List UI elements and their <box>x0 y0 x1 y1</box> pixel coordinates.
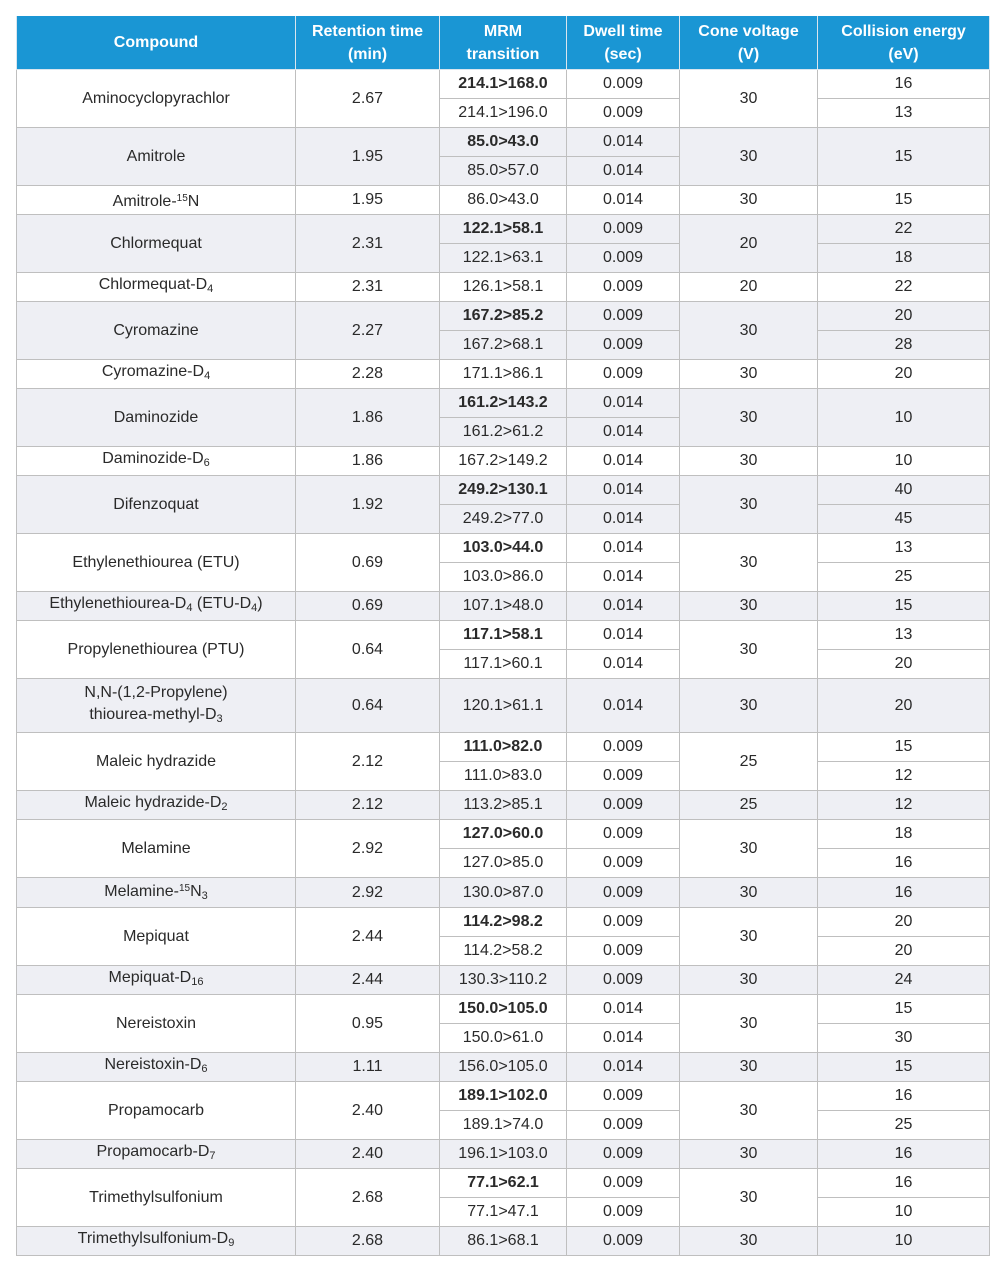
dwell-time-cell: 0.009 <box>567 878 680 908</box>
collision-energy-cell: 16 <box>818 70 990 99</box>
cone-voltage-cell: 30 <box>680 679 818 733</box>
compound-name-text: Nereistoxin <box>115 1014 197 1032</box>
cone-voltage-cell: 30 <box>680 1227 818 1256</box>
compound-name-text: Cyromazine <box>113 321 199 339</box>
mrm-transition-cell: 103.0>44.0 <box>440 534 567 563</box>
mrm-transition-cell: 77.1>62.1 <box>440 1169 567 1198</box>
dwell-time-cell: 0.009 <box>567 849 680 878</box>
compound-name-text: Propamocarb <box>107 1101 205 1119</box>
compound-name-cell <box>17 302 296 360</box>
table-row <box>17 360 990 389</box>
mrm-transition-cell: 127.0>85.0 <box>440 849 567 878</box>
compound-name-cell <box>17 1169 296 1227</box>
retention-time-cell: 2.27 <box>296 302 440 360</box>
dwell-time-cell: 0.014 <box>567 679 680 733</box>
compound-name-text: Melamine- <box>104 883 179 900</box>
mrm-transition-cell: 114.2>58.2 <box>440 937 567 966</box>
dwell-time-cell: 0.014 <box>567 418 680 447</box>
compound-name-cell <box>17 908 296 966</box>
compound-name-text: (ETU-D <box>192 595 252 612</box>
retention-time-cell: 0.64 <box>296 679 440 733</box>
retention-time-cell: 2.12 <box>296 733 440 791</box>
compound-name-cell <box>17 273 296 302</box>
collision-energy-cell: 15 <box>818 128 990 186</box>
mrm-transition-cell: 113.2>85.1 <box>440 791 567 820</box>
cone-voltage-cell: 30 <box>680 621 818 679</box>
mrm-transition-cell: 171.1>86.1 <box>440 360 567 389</box>
collision-energy-cell: 30 <box>818 1024 990 1053</box>
mrm-transition-cell: 130.3>110.2 <box>440 966 567 995</box>
cone-voltage-cell: 20 <box>680 215 818 273</box>
dwell-time-cell: 0.009 <box>567 70 680 99</box>
compound-name-text: ) <box>257 595 263 612</box>
subscript-text: 7 <box>209 1150 216 1162</box>
compound-name-text: Propylenethiourea (PTU) <box>67 640 245 658</box>
dwell-time-cell: 0.014 <box>567 563 680 592</box>
retention-time-cell: 2.44 <box>296 966 440 995</box>
superscript-text: 15 <box>178 883 191 894</box>
table-row <box>17 1169 990 1198</box>
collision-energy-cell: 16 <box>818 849 990 878</box>
compound-name-cell <box>17 215 296 273</box>
superscript-text: 15 <box>176 192 188 204</box>
dwell-time-cell: 0.014 <box>567 186 680 215</box>
compound-name-text: Mepiquat <box>123 927 189 945</box>
collision-energy-cell: 20 <box>818 908 990 937</box>
collision-energy-cell: 20 <box>818 360 990 389</box>
mrm-transition-cell: 214.1>168.0 <box>440 70 567 99</box>
dwell-time-cell: 0.009 <box>567 244 680 273</box>
collision-energy-cell: 12 <box>818 791 990 820</box>
collision-energy-cell: 10 <box>818 1227 990 1256</box>
collision-energy-cell: 10 <box>818 1198 990 1227</box>
mrm-transition-cell: 167.2>149.2 <box>440 447 567 476</box>
dwell-time-cell: 0.009 <box>567 1140 680 1169</box>
subscript-text: 4 <box>186 602 193 614</box>
cone-voltage-cell: 30 <box>680 476 818 534</box>
dwell-time-cell: 0.009 <box>567 937 680 966</box>
dwell-time-cell: 0.009 <box>567 908 680 937</box>
cone-voltage-cell: 30 <box>680 70 818 128</box>
header-retention-time: Retention time (min) <box>296 16 440 70</box>
dwell-time-cell: 0.009 <box>567 302 680 331</box>
collision-energy-cell: 18 <box>818 820 990 849</box>
subscript-text: 6 <box>201 1063 208 1075</box>
compound-name-cell <box>17 1227 296 1256</box>
subscript-text: 9 <box>228 1237 235 1249</box>
compound-name-cell <box>17 820 296 878</box>
collision-energy-cell: 15 <box>818 592 990 621</box>
dwell-time-cell: 0.014 <box>567 621 680 650</box>
retention-time-cell: 1.11 <box>296 1053 440 1082</box>
collision-energy-cell: 20 <box>818 650 990 679</box>
compound-name-text: Chlormequat-D <box>98 276 208 293</box>
retention-time-cell: 1.86 <box>296 447 440 476</box>
compound-name-cell <box>17 186 296 215</box>
collision-energy-cell: 10 <box>818 389 990 447</box>
compound-name-cell <box>17 447 296 476</box>
dwell-time-cell: 0.014 <box>567 447 680 476</box>
dwell-time-cell: 0.009 <box>567 1082 680 1111</box>
collision-energy-cell: 25 <box>818 563 990 592</box>
cone-voltage-cell: 30 <box>680 186 818 215</box>
compound-name-text: Trimethylsulfonium <box>89 1188 223 1206</box>
retention-time-cell: 2.92 <box>296 878 440 908</box>
compound-name-text: Ethylenethiourea (ETU) <box>72 553 240 571</box>
mrm-transition-cell: 77.1>47.1 <box>440 1198 567 1227</box>
retention-time-cell: 2.92 <box>296 820 440 878</box>
mrm-transition-cell: 114.2>98.2 <box>440 908 567 937</box>
cone-voltage-cell: 25 <box>680 791 818 820</box>
mrm-transition-cell: 214.1>196.0 <box>440 99 567 128</box>
mrm-transition-cell: 122.1>63.1 <box>440 244 567 273</box>
collision-energy-cell: 22 <box>818 273 990 302</box>
compound-name-cell <box>17 679 296 733</box>
compound-name-cell <box>17 621 296 679</box>
subscript-text: 16 <box>191 976 204 988</box>
collision-energy-cell: 13 <box>818 99 990 128</box>
retention-time-cell: 2.40 <box>296 1140 440 1169</box>
compound-name-cell <box>17 592 296 621</box>
dwell-time-cell: 0.014 <box>567 1053 680 1082</box>
subscript-text: 6 <box>203 457 210 469</box>
table-header <box>17 16 990 70</box>
table-row <box>17 791 990 820</box>
table-row <box>17 186 990 215</box>
compound-name-cell <box>17 389 296 447</box>
dwell-time-cell: 0.014 <box>567 592 680 621</box>
table-row <box>17 679 990 733</box>
compound-name-text: Nereistoxin-D <box>104 1056 202 1073</box>
mrm-transition-cell: 103.0>86.0 <box>440 563 567 592</box>
mrm-transition-cell: 120.1>61.1 <box>440 679 567 733</box>
dwell-time-cell: 0.014 <box>567 128 680 157</box>
mrm-transition-cell: 85.0>57.0 <box>440 157 567 186</box>
mrm-transition-cell: 150.0>105.0 <box>440 995 567 1024</box>
collision-energy-cell: 45 <box>818 505 990 534</box>
compound-name-text: Propamocarb-D <box>96 1143 210 1160</box>
compound-name-cell <box>17 1082 296 1140</box>
compound-name-text: Daminozide <box>113 408 199 426</box>
compound-name-cell <box>17 878 296 908</box>
compound-name-cell <box>17 476 296 534</box>
retention-time-cell: 0.95 <box>296 995 440 1053</box>
collision-energy-cell: 15 <box>818 995 990 1024</box>
cone-voltage-cell: 30 <box>680 966 818 995</box>
dwell-time-cell: 0.009 <box>567 820 680 849</box>
dwell-time-cell: 0.014 <box>567 534 680 563</box>
header-cone-voltage: Cone voltage (V) <box>680 16 818 70</box>
mrm-transition-cell: 122.1>58.1 <box>440 215 567 244</box>
mrm-transition-cell: 107.1>48.0 <box>440 592 567 621</box>
compound-name-cell <box>17 966 296 995</box>
dwell-time-cell: 0.009 <box>567 273 680 302</box>
dwell-time-cell: 0.014 <box>567 650 680 679</box>
mrm-transition-cell: 86.0>43.0 <box>440 186 567 215</box>
retention-time-cell: 0.69 <box>296 534 440 592</box>
compound-name-cell <box>17 534 296 592</box>
mrm-transition-cell: 126.1>58.1 <box>440 273 567 302</box>
subscript-text: 4 <box>251 602 258 614</box>
cone-voltage-cell: 30 <box>680 360 818 389</box>
retention-time-cell: 1.92 <box>296 476 440 534</box>
mrm-transition-cell: 117.1>60.1 <box>440 650 567 679</box>
collision-energy-cell: 16 <box>818 1140 990 1169</box>
collision-energy-cell: 20 <box>818 302 990 331</box>
compound-name-text: Maleic hydrazide-D <box>84 794 222 811</box>
header-dwell-time: Dwell time (sec) <box>567 16 680 70</box>
dwell-time-cell: 0.009 <box>567 99 680 128</box>
table-row <box>17 820 990 849</box>
dwell-time-cell: 0.014 <box>567 476 680 505</box>
table-row <box>17 128 990 157</box>
mrm-transition-cell: 189.1>102.0 <box>440 1082 567 1111</box>
collision-energy-cell: 16 <box>818 878 990 908</box>
collision-energy-cell: 13 <box>818 621 990 650</box>
compound-name-text: N,N-(1,2-Propylene) <box>84 683 228 701</box>
table-row <box>17 592 990 621</box>
mrm-parameters-table-container <box>16 16 990 1256</box>
header-row <box>17 16 990 70</box>
retention-time-cell: 2.68 <box>296 1169 440 1227</box>
collision-energy-cell: 18 <box>818 244 990 273</box>
collision-energy-cell: 25 <box>818 1111 990 1140</box>
compound-name-text: Melamine <box>121 839 191 857</box>
table-row <box>17 966 990 995</box>
compound-name-text: thiourea-methyl-D <box>89 705 217 723</box>
mrm-transition-cell: 117.1>58.1 <box>440 621 567 650</box>
retention-time-cell: 1.86 <box>296 389 440 447</box>
compound-name-text: Ethylenethiourea-D <box>49 595 187 612</box>
mrm-transition-cell: 167.2>85.2 <box>440 302 567 331</box>
cone-voltage-cell: 30 <box>680 995 818 1053</box>
collision-energy-cell: 16 <box>818 1082 990 1111</box>
collision-energy-cell: 20 <box>818 679 990 733</box>
dwell-time-cell: 0.014 <box>567 505 680 534</box>
mrm-transition-cell: 86.1>68.1 <box>440 1227 567 1256</box>
dwell-time-cell: 0.009 <box>567 1227 680 1256</box>
table-row <box>17 534 990 563</box>
dwell-time-cell: 0.009 <box>567 733 680 762</box>
subscript-text: 4 <box>207 283 214 295</box>
mrm-transition-cell: 189.1>74.0 <box>440 1111 567 1140</box>
table-row <box>17 1140 990 1169</box>
compound-name-cell <box>17 360 296 389</box>
collision-energy-cell: 12 <box>818 762 990 791</box>
compound-name-cell <box>17 791 296 820</box>
retention-time-cell: 2.67 <box>296 70 440 128</box>
collision-energy-cell: 28 <box>818 331 990 360</box>
collision-energy-cell: 15 <box>818 1053 990 1082</box>
table-row <box>17 273 990 302</box>
mrm-transition-cell: 130.0>87.0 <box>440 878 567 908</box>
collision-energy-cell: 13 <box>818 534 990 563</box>
mrm-transition-cell: 249.2>130.1 <box>440 476 567 505</box>
mrm-transition-cell: 111.0>83.0 <box>440 762 567 791</box>
dwell-time-cell: 0.014 <box>567 995 680 1024</box>
dwell-time-cell: 0.009 <box>567 331 680 360</box>
compound-name-text: Daminozide-D <box>102 450 204 467</box>
retention-time-cell: 2.31 <box>296 273 440 302</box>
compound-name-text: Amitrole- <box>112 192 177 210</box>
mrm-transition-cell: 161.2>143.2 <box>440 389 567 418</box>
compound-name-text: Maleic hydrazide <box>95 752 217 770</box>
table-row <box>17 447 990 476</box>
compound-name-text: Chlormequat <box>110 234 202 252</box>
collision-energy-cell: 15 <box>818 733 990 762</box>
retention-time-cell: 1.95 <box>296 186 440 215</box>
collision-energy-cell: 16 <box>818 1169 990 1198</box>
collision-energy-cell: 24 <box>818 966 990 995</box>
mrm-parameters-table <box>16 16 990 1256</box>
cone-voltage-cell: 30 <box>680 592 818 621</box>
subscript-text: 3 <box>216 712 223 725</box>
mrm-transition-cell: 249.2>77.0 <box>440 505 567 534</box>
table-row <box>17 733 990 762</box>
compound-name-text: Aminocyclopyrachlor <box>82 89 230 107</box>
cone-voltage-cell: 30 <box>680 820 818 878</box>
cone-voltage-cell: 30 <box>680 302 818 360</box>
cone-voltage-cell: 30 <box>680 389 818 447</box>
dwell-time-cell: 0.009 <box>567 966 680 995</box>
collision-energy-cell: 22 <box>818 215 990 244</box>
mrm-transition-cell: 111.0>82.0 <box>440 733 567 762</box>
dwell-time-cell: 0.009 <box>567 360 680 389</box>
retention-time-cell: 2.31 <box>296 215 440 273</box>
compound-name-cell <box>17 70 296 128</box>
cone-voltage-cell: 30 <box>680 1053 818 1082</box>
retention-time-cell: 0.69 <box>296 592 440 621</box>
retention-time-cell: 0.64 <box>296 621 440 679</box>
dwell-time-cell: 0.009 <box>567 762 680 791</box>
table-row <box>17 621 990 650</box>
table-row <box>17 1227 990 1256</box>
table-row <box>17 389 990 418</box>
retention-time-cell: 2.44 <box>296 908 440 966</box>
table-row <box>17 908 990 937</box>
dwell-time-cell: 0.009 <box>567 1111 680 1140</box>
cone-voltage-cell: 30 <box>680 1169 818 1227</box>
cone-voltage-cell: 30 <box>680 1082 818 1140</box>
compound-name-cell <box>17 128 296 186</box>
dwell-time-cell: 0.014 <box>567 389 680 418</box>
retention-time-cell: 2.68 <box>296 1227 440 1256</box>
collision-energy-cell: 40 <box>818 476 990 505</box>
header-collision-energy: Collision energy (eV) <box>818 16 990 70</box>
collision-energy-cell: 15 <box>818 186 990 215</box>
table-row <box>17 215 990 244</box>
header-mrm-transition: MRM transition <box>440 16 567 70</box>
dwell-time-cell: 0.009 <box>567 1198 680 1227</box>
compound-name-text: Amitrole <box>126 147 186 165</box>
retention-time-cell: 2.28 <box>296 360 440 389</box>
dwell-time-cell: 0.009 <box>567 1169 680 1198</box>
collision-energy-cell: 20 <box>818 937 990 966</box>
mrm-transition-cell: 85.0>43.0 <box>440 128 567 157</box>
dwell-time-cell: 0.014 <box>567 1024 680 1053</box>
table-row <box>17 878 990 908</box>
mrm-transition-cell: 156.0>105.0 <box>440 1053 567 1082</box>
header-compound: Compound <box>17 16 296 70</box>
mrm-transition-cell: 150.0>61.0 <box>440 1024 567 1053</box>
subscript-text: 2 <box>221 801 228 813</box>
compound-name-cell <box>17 733 296 791</box>
mrm-transition-cell: 196.1>103.0 <box>440 1140 567 1169</box>
compound-name-cell <box>17 1140 296 1169</box>
compound-name-text: Cyromazine-D <box>101 363 205 380</box>
collision-energy-cell: 10 <box>818 447 990 476</box>
compound-name-text: N <box>190 883 202 900</box>
table-row <box>17 995 990 1024</box>
table-row <box>17 70 990 99</box>
table-row <box>17 1082 990 1111</box>
retention-time-cell: 2.40 <box>296 1082 440 1140</box>
cone-voltage-cell: 20 <box>680 273 818 302</box>
table-row <box>17 1053 990 1082</box>
cone-voltage-cell: 30 <box>680 128 818 186</box>
compound-name-cell <box>17 995 296 1053</box>
cone-voltage-cell: 30 <box>680 878 818 908</box>
retention-time-cell: 2.12 <box>296 791 440 820</box>
retention-time-cell: 1.95 <box>296 128 440 186</box>
subscript-text: 3 <box>201 890 208 902</box>
dwell-time-cell: 0.009 <box>567 215 680 244</box>
dwell-time-cell: 0.009 <box>567 791 680 820</box>
compound-name-cell <box>17 1053 296 1082</box>
cone-voltage-cell: 25 <box>680 733 818 791</box>
table-row <box>17 476 990 505</box>
cone-voltage-cell: 30 <box>680 908 818 966</box>
cone-voltage-cell: 30 <box>680 534 818 592</box>
compound-name-text: Difenzoquat <box>113 495 199 513</box>
compound-name-text: Mepiquat-D <box>108 969 192 986</box>
dwell-time-cell: 0.014 <box>567 157 680 186</box>
cone-voltage-cell: 30 <box>680 447 818 476</box>
compound-name-text: N <box>187 192 200 210</box>
compound-name-text: Trimethylsulfonium-D <box>77 1230 229 1247</box>
table-body <box>17 70 990 1256</box>
mrm-transition-cell: 167.2>68.1 <box>440 331 567 360</box>
subscript-text: 4 <box>204 370 211 382</box>
table-row <box>17 302 990 331</box>
cone-voltage-cell: 30 <box>680 1140 818 1169</box>
mrm-transition-cell: 161.2>61.2 <box>440 418 567 447</box>
mrm-transition-cell: 127.0>60.0 <box>440 820 567 849</box>
